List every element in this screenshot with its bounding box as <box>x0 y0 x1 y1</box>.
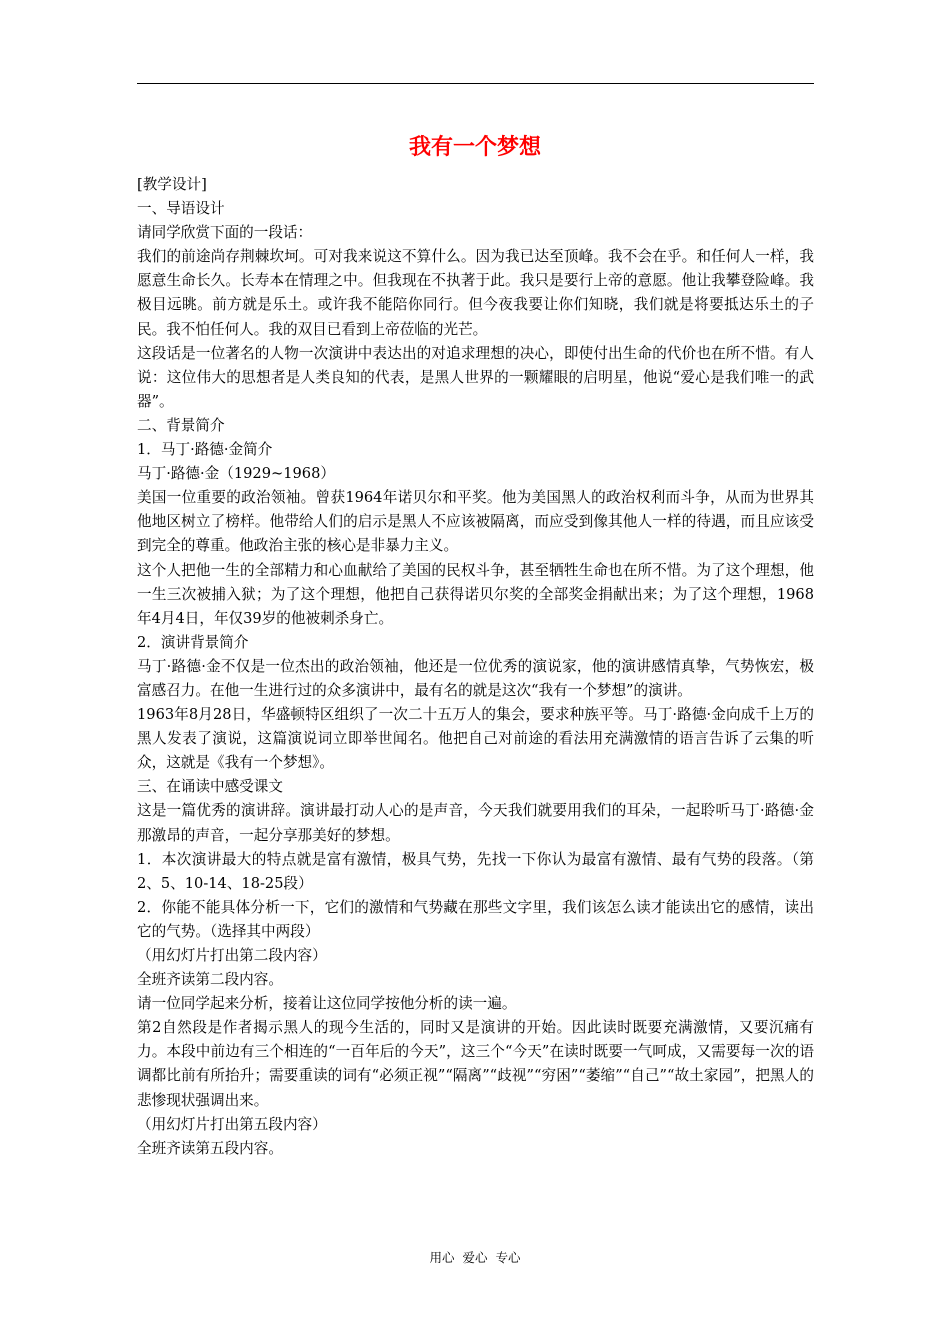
paragraph: 请一位同学起来分析，接着让这位同学按他分析的读一遍。 <box>137 995 517 1013</box>
document-title: 我有一个梦想 <box>408 135 541 160</box>
paragraph: 1963年8月28日，华盛顿特区组织了一次二十五万人的集会，要求种族平等。马丁·路德·金向成千上万的黑人发表了演说，这篇演说词立即举世闻名。他把自己对前途的看法用充满激情的语言告诉了云集的听众，这就是《我有一个梦想》。 <box>137 706 814 772</box>
paragraph: 美国一位重要的政治领袖。曾获1964年诺贝尔和平奖。他为美国黑人的政治权利而斗争，从而为世界其他地区树立了榜样。他带给人们的启示是黑人不应该被隔离，而应受到像其他人一样的待遇，而且应该受到完全的尊重。他政治主张的核心是非暴力主义。 <box>137 489 814 555</box>
paragraph: 全班齐读第二段内容。 <box>137 971 283 989</box>
heading-reading: 三、在诵读中感受课文 <box>137 778 283 796</box>
page-footer: 用心 爱心 专心 <box>429 1250 521 1265</box>
subheading-speech-background: 2．演讲背景简介 <box>137 633 249 651</box>
question-2: 2．你能不能具体分析一下，它们的激情和气势藏在那些文字里，我们该怎么读才能读出它的感情，读出它的气势。（选择其中两段） <box>137 898 814 940</box>
paragraph: 请同学欣赏下面的一段话： <box>137 224 313 242</box>
header-rule <box>137 83 814 84</box>
paragraph: 马丁·路德·金不仅是一位杰出的政治领袖，他还是一位优秀的演说家，他的演讲感情真挚，气势恢宏，极富感召力。在他一生进行过的众多演讲中，最有名的就是这次“我有一个梦想”的演讲。 <box>137 657 814 699</box>
section-label: [教学设计] <box>137 176 207 193</box>
subheading-mlk-intro: 1．马丁·路德·金简介 <box>137 441 273 459</box>
paragraph: 这是一篇优秀的演讲辞。演讲最打动人心的是声音，今天我们就要用我们的耳朵，一起聆听马丁·路德·金那激昂的声音，一起分享那美好的梦想。 <box>137 802 814 844</box>
document-body <box>137 173 814 1161</box>
paragraph: 马丁·路德·金（1929~1968） <box>137 465 335 483</box>
question-1: 1．本次演讲最大的特点就是富有激情，极具气势，先找一下你认为最富有激情、最有气势的段落。（第2、5、10-14、18-25段） <box>137 850 814 892</box>
paragraph: （用幻灯片打出第五段内容） <box>137 1115 327 1133</box>
quote-paragraph: 我们的前途尚存荆棘坎坷。可对我来说这不算什么。因为我已达至顶峰。我不会在乎。和任何人一样，我愿意生命长久。长寿本在情理之中。但我现在不执著于此。我只是要行上帝的意愿。他让我攀登险峰。我极目远眺。前方就是乐土。或许我不能陪你同行。但今夜我要让你们知晓，我们就是将要抵达乐土的子民。我不怕任何人。我的双目已看到上帝莅临的光芒。 <box>137 248 814 338</box>
paragraph: 这段话是一位著名的人物一次演讲中表达出的对追求理想的决心，即使付出生命的代价也在所不惜。有人说：这位伟大的思想者是人类良知的代表，是黑人世界的一颗耀眼的启明星，他说“爱心是我们唯一的武器”。 <box>137 344 814 410</box>
paragraph: 第2自然段是作者揭示黑人的现今生活的，同时又是演讲的开始。因此读时既要充满激情，又要沉痛有力。本段中前边有三个相连的“一百年后的今天”，这三个“今天”在读时既要一气呵成，又需要每一次的语调都比前有所抬升；需要重读的词有“必须正视”“隔离”“歧视”“穷困”“萎缩”“自己”“故土家园”，把黑人的悲惨现状强调出来。 <box>137 1019 814 1109</box>
paragraph: （用幻灯片打出第二段内容） <box>137 947 327 964</box>
heading-background: 二、背景简介 <box>137 416 225 434</box>
heading-intro-design: 一、导语设计 <box>137 200 225 218</box>
paragraph: 全班齐读第五段内容。 <box>137 1139 283 1157</box>
paragraph: 这个人把他一生的全部精力和心血献给了美国的民权斗争，甚至牺牲生命也在所不惜。为了这个理想，他一生三次被捕入狱；为了这个理想，他把自己获得诺贝尔奖的全部奖金捐献出来；为了这个理想，1968年4月4日，年仅39岁的他被刺杀身亡。 <box>137 561 814 627</box>
